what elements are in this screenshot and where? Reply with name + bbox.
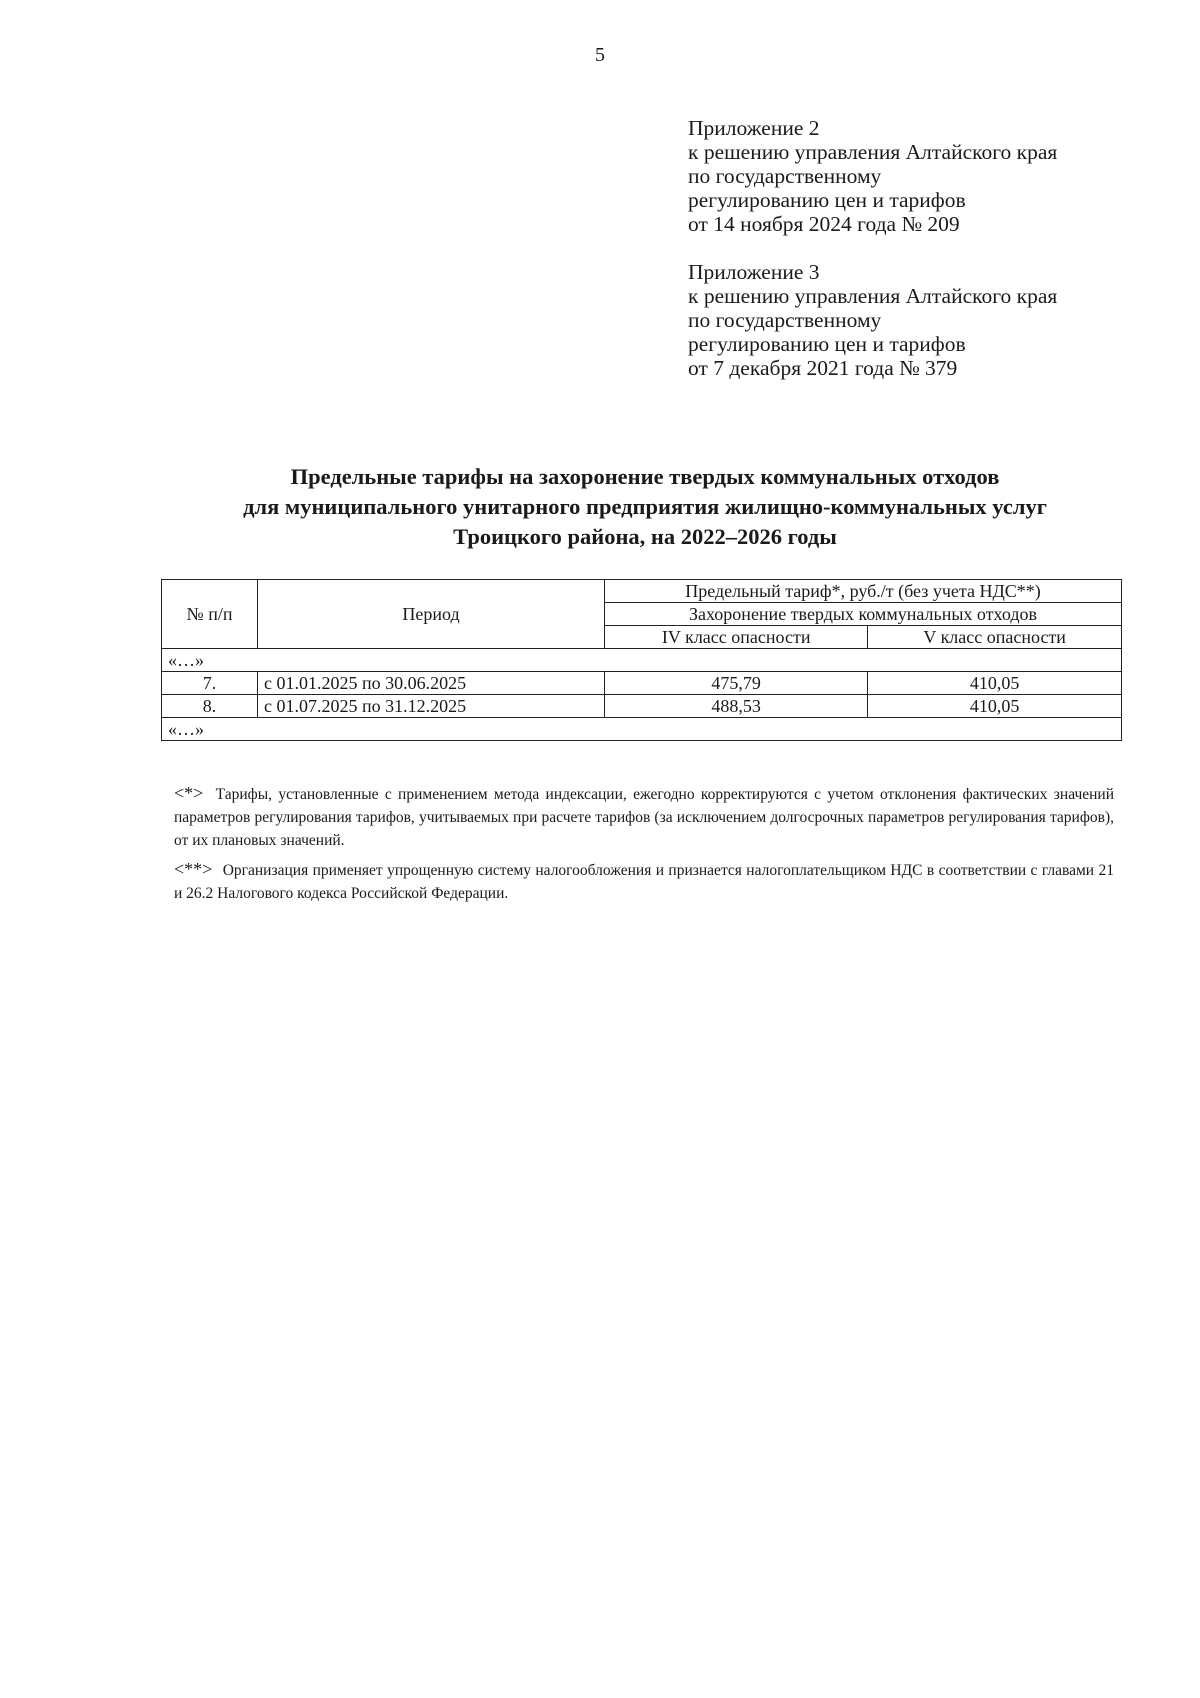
table-row-ellipsis xyxy=(162,649,1122,672)
title-line: для муниципального унитарного предприятия жилищно-коммунальных услуг xyxy=(243,494,1047,519)
appendix-line: по государственному xyxy=(688,308,882,332)
footnote-mark: <**> xyxy=(174,859,213,879)
table-row-ellipsis xyxy=(162,718,1122,741)
row-num: 7. xyxy=(162,672,258,695)
row-period: с 01.01.2025 по 30.06.2025 xyxy=(258,672,605,695)
row-class-iv: 475,79 xyxy=(605,672,868,695)
footnote-text: Тарифы, установленные с применением метода индексации, ежегодно корректируются с учетом отклонения фактических значений параметров регулирования тарифов, учитываемых при расчете тарифов (за исключением долгосрочных параметров регулирования тарифов), от их плановых значений. xyxy=(174,786,1115,849)
footnote-1 xyxy=(174,782,1114,852)
table-row xyxy=(162,672,1122,695)
row-class-iv: 488,53 xyxy=(605,695,868,718)
header-period: Период xyxy=(258,580,605,649)
tariff-table xyxy=(161,579,1122,741)
appendix-line: от 14 ноября 2024 года № 209 xyxy=(688,212,960,236)
header-tariff: Предельный тариф*, руб./т (без учета НДС**) xyxy=(605,580,1122,603)
page-number: 5 xyxy=(595,44,605,66)
row-class-v: 410,05 xyxy=(868,672,1122,695)
footnotes xyxy=(174,782,1114,911)
appendix-line: регулированию цен и тарифов xyxy=(688,188,966,212)
header-num: № п/п xyxy=(162,580,258,649)
row-num: 8. xyxy=(162,695,258,718)
footnote-mark: <*> xyxy=(174,783,204,803)
appendix-line: регулированию цен и тарифов xyxy=(688,332,966,356)
title-line: Предельные тарифы на захоронение твердых коммунальных отходов xyxy=(290,464,1000,489)
appendix-3-header xyxy=(688,260,1158,380)
table-row xyxy=(162,695,1122,718)
appendix-2-header xyxy=(688,116,1158,236)
ellipsis-cell: «…» xyxy=(162,718,1122,741)
footnote-2 xyxy=(174,858,1114,905)
ellipsis-cell: «…» xyxy=(162,649,1122,672)
appendix-line: от 7 декабря 2021 года № 379 xyxy=(688,356,958,380)
row-class-v: 410,05 xyxy=(868,695,1122,718)
header-class-iv: IV класс опасности xyxy=(605,626,868,649)
appendix-line: к решению управления Алтайского края xyxy=(688,140,1058,164)
footnote-text: Организация применяет упрощенную систему налогообложения и признается налогоплательщиком НДС в соответствии с главами 21 и 26.2 Налогового кодекса Российской Федерации. xyxy=(174,862,1114,902)
title-line: Троицкого района, на 2022–2026 годы xyxy=(453,524,837,549)
appendix-line: по государственному xyxy=(688,164,882,188)
row-period: с 01.07.2025 по 31.12.2025 xyxy=(258,695,605,718)
appendix-line: к решению управления Алтайского края xyxy=(688,284,1058,308)
appendix-line: Приложение 2 xyxy=(688,116,820,140)
appendix-line: Приложение 3 xyxy=(688,260,820,284)
header-service: Захоронение твердых коммунальных отходов xyxy=(605,603,1122,626)
header-class-v: V класс опасности xyxy=(868,626,1122,649)
document-title xyxy=(100,462,1190,552)
